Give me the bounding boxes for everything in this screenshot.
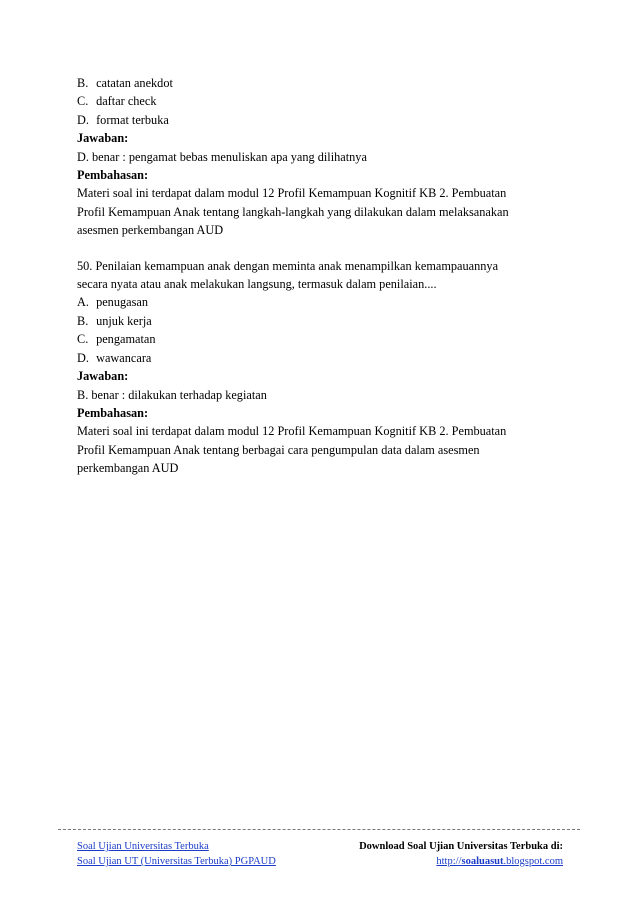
option-b: B. catatan anekdot (77, 76, 173, 90)
discussion-line: asesmen perkembangan AUD (77, 223, 224, 238)
footer-link-soal-ujian-ut[interactable]: Soal Ujian Universitas Terbuka (77, 841, 209, 852)
answer-text: B. benar : dilakukan terhadap kegiatan (77, 387, 267, 402)
question-50-options (77, 293, 567, 367)
option-d: D. wawancara (77, 350, 152, 365)
answer-text: D. benar : pengamat bebas menuliskan apa yang dilihatnya (77, 149, 367, 164)
question-50-text: 50. Penilaian kemampuan anak dengan meminta anak menampilkan kemampauannya (77, 258, 499, 273)
discussion-line: Materi soal ini terdapat dalam modul 12 Profil Kemampuan Kognitif KB 2. Pembuatan (77, 186, 507, 201)
discussion-label: Pembahasan: (77, 405, 149, 420)
footer-divider (58, 829, 580, 830)
option-a: A. penugasan (77, 295, 148, 310)
footer-download (359, 839, 563, 869)
discussion-line: Profil Kemampuan Anak tentang langkah-langkah yang dilakukan dalam melaksanakan (77, 204, 509, 219)
option-c: C. daftar check (77, 94, 157, 109)
answer-label: Jawaban: (77, 369, 129, 384)
footer-blog-link[interactable]: http://soaluasut.blogspot.com (436, 856, 563, 867)
answer-label: Jawaban: (77, 131, 129, 146)
option-c: C. pengamatan (77, 332, 156, 347)
footer-links (77, 839, 276, 869)
discussion-label: Pembahasan: (77, 168, 149, 183)
footer-link-pgpaud[interactable]: Soal Ujian UT (Universitas Terbuka) PGPAUD (77, 856, 276, 867)
discussion-line: Profil Kemampuan Anak tentang berbagai cara pengumpulan data dalam asesmen (77, 442, 480, 457)
question-49-options (77, 74, 567, 129)
paragraph-gap (77, 240, 567, 257)
option-b: B. unjuk kerja (77, 313, 152, 328)
option-d: D. format terbuka (77, 112, 169, 127)
discussion-line: Materi soal ini terdapat dalam modul 12 Profil Kemampuan Kognitif KB 2. Pembuatan (77, 424, 507, 439)
discussion-line: perkembangan AUD (77, 461, 179, 476)
footer-download-title: Download Soal Ujian Universitas Terbuka di: (359, 841, 563, 852)
question-50-text: secara nyata atau anak melakukan langsung, termasuk dalam penilaian.... (77, 277, 437, 292)
document-body (77, 74, 567, 478)
